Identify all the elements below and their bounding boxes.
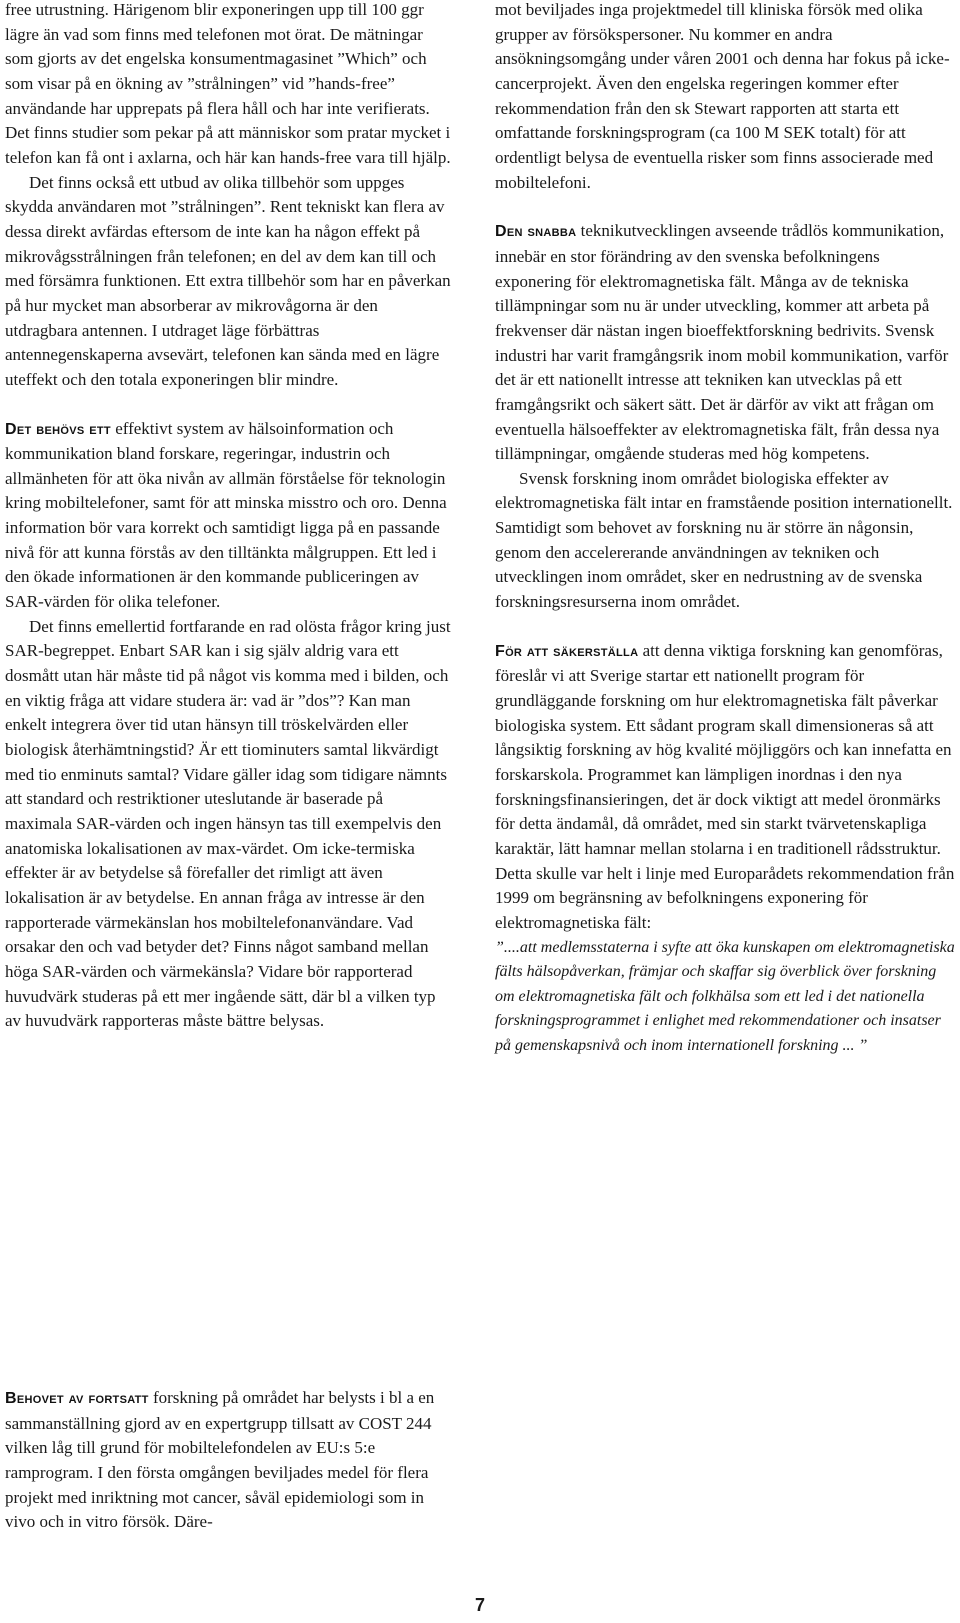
paragraph: mot beviljades inga projektmedel till kliniska försök med olika grupper av försökspersoner. Nu kommer en andra ansökningsomgång under våren 2001 och denna har fokus på icke-cancerprojekt. Även den engelska regeringen kommer efter rekommendation från den sk Stewart rapporten att starta ett omfattande forskningsprogram (ca 100 M SEK totalt) för att ordentligt belysa de eventuella risker som finns associerade med mobiltelefoni. bbox=[495, 0, 950, 192]
paragraph bbox=[5, 1386, 453, 1535]
right-column bbox=[495, 0, 957, 1059]
paragraph bbox=[5, 417, 453, 615]
bottom-left-block bbox=[5, 1386, 453, 1535]
paragraph: Det finns också ett utbud av olika tillbehör som uppges skydda användaren mot ”strålningen”. Rent tekniskt kan flera av dessa direkt avfärdas eftersom de inte kan ha någon effekt på mikrovågsstrålningen från telefonen; en del av dem kan till och med försämra funktionen. Ett extra tillbehör som har en påverkan på hur mycket man absorberar av mikrovågorna är den utdragbara antennen. I utdraget läge förbättras antennegenskaperna avsevärt, telefonen kan sända med en lägre uteffekt och den totala exponeringen blir mindre. bbox=[5, 172, 451, 389]
section-lead-in: Det behövs ett bbox=[5, 420, 111, 438]
section-lead-in: Behovet av fortsatt bbox=[5, 1390, 149, 1407]
section-lead-in: För att säkerställa bbox=[495, 642, 639, 660]
section-lead-in: Den snabba bbox=[495, 223, 577, 241]
paragraph-text: att denna viktiga forskning kan genomföras, föreslår vi att Sverige startar ett nationellt program för grundläggande forskning om hur elektromagnetiska fält påverkar biologiska system. Ett sådant program skall dimensioneras så att långsiktig forskning av hög kvalité möjliggörs och kan innefatta en forskarskola. Programmet kan lämpligen inordnas i den nya forskningsfinansieringen, det är dock viktigt att medel öronmärks för detta ändamål, då området, med sin starkt tvärvetenskapliga karaktär, lätt hamnar mellan stolarna i en traditionell rådsstruktur. Detta skulle var helt i linje med Europarådets rekommendation från 1999 om begränsning av befolkningens exponering för elektromagnetiska fält: bbox=[495, 640, 955, 932]
paragraph-text: teknikutvecklingen avseende trådlös kommunikation, innebär en stor förändring av den svenska befolkningens exponering för elektromagnetiska fält. Många av de tekniska tillämpningar som nu är under utveckling, kommer att arbeta på frekvenser där nästan ingen bioeffektforskning bedrivits. Svensk industri har varit framgångsrik inom mobil kommunikation, varför det är ett nationellt intresse att tekniken kan utvecklas på ett framgångsrikt och säkert sätt. Det är därför av vikt att frågan om eventuella hälsoeffekter av elektromagnetiska fält, från dessa nya tillämpningar, omgående studeras med hög kompetens. bbox=[495, 221, 949, 464]
paragraph-text: forskning på området har belysts i bl a en sammanställning gjord av en expertgrupp tillsatt av COST 244 vilken låg till grund för mobiltelefondelen av EU:s 5:e ramprogram. I den första omgången beviljades medel för flera projekt med inriktning mot cancer, såväl epidemiologi som in vivo och in vitro försök. Däre- bbox=[5, 1388, 435, 1532]
left-column bbox=[5, 0, 453, 1034]
paragraph-text: effektivt system av hälsoinformation och kommunikation bland forskare, regeringar, industrin och allmänheten för att öka nivån av allmän förståelse för teknologin kring mobiltelefoner, samt för att minska misstro och oro. Denna information bör vara korrekt och samtidigt ligga på en passande nivå för att kunna förstås av den tilltänkta målgruppen. Ett led i den ökade informationen är den kommande publiceringen av SAR-värden för olika telefoner. bbox=[5, 418, 447, 612]
paragraph bbox=[495, 639, 957, 936]
paragraph bbox=[495, 219, 957, 467]
paragraph: Det finns emellertid fortfarande en rad olösta frågor kring just SAR-begreppet. Enbart SAR kan i sig själv aldrig vara ett dosmått utan här måste tid på något vis komma med i bilden, och en viktig fråga att vidare studera är: vad är ”dos”? Kan man enkelt integrera över tid utan hänsyn till tröskelvärden eller biologisk återhämtningstid? Är ett tiominuters samtal likvärdigt med tio enminuts samtal? Vidare gäller idag som tidigare nämnts att standard och restriktioner uteslutande är baserade på maximala SAR-värden och ingen hänsyn tas till exempelvis den anatomiska lokalisationen av max-värdet. Om icke-termiska effekter är av betydelse så förefaller det rimligt att även lokalisation är av betydelse. En annan fråga av intresse är den rapporterade värmekänslan hos mobiltelefonanvändare. Vad orsakar den och vad betyder det? Finns något samband mellan höga SAR-värden och värmekänsla? Vidare bör rapporterad huvudvärk studeras på ett mer ingående sätt, där bl a vilken typ av huvudvärk rapporteras måste bättre belysas. bbox=[5, 616, 451, 1031]
section-gap bbox=[495, 615, 957, 639]
paragraph: Svensk forskning inom området biologiska effekter av elektromagnetiska fält intar en framstående position internationellt. Samtidigt som behovet av forskning nu är större än någonsin, genom den accelererande användningen av tekniken och utvecklingen inom området, sker en nedrustning av de svenska forskningsresurserna inom området. bbox=[495, 468, 953, 612]
section-gap bbox=[5, 393, 453, 417]
page-number: 7 bbox=[474, 1595, 485, 1615]
block-quote: ”....att medlemsstaterna i syfte att öka kunskapen om elektromagnetiska fälts hälsopåverkan, främjar och skaffar sig överblick över forskning om elektromagnetiska fält och folkhälsa som ett led i det nationella forskningsprogrammet i enlighet med rekommendationer och insatser på gemenskapsnivå och inom internationell forskning ... ” bbox=[495, 938, 955, 1054]
section-gap bbox=[495, 195, 957, 219]
paragraph: free utrustning. Härigenom blir exponeringen upp till 100 ggr lägre än vad som finns med telefonen mot örat. De mätningar som gjorts av det engelska konsumentmagasinet ”Which” och som visar på en ökning av ”strålningen” vid ”hands-free” användande har upprepats på flera håll och har inte verifierats. Det finns studier som pekar på att människor som pratar mycket i telefon kan få ont i axlarna, och här kan hands-free vara till hjälp. bbox=[5, 0, 451, 167]
